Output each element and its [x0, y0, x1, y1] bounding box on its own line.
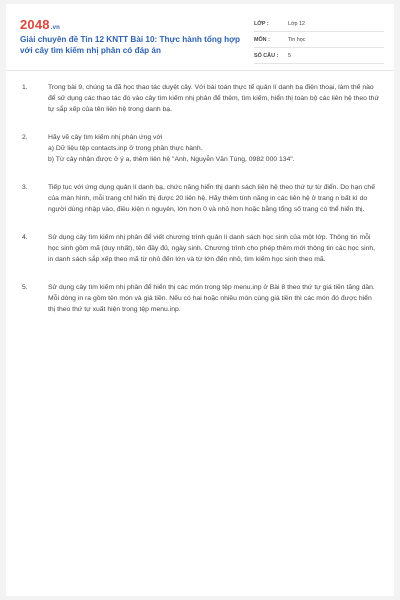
logo-suffix: .vn	[50, 25, 61, 31]
question-line: a) Dữ liệu tệp contacts.inp ở trong phần thực hành.	[48, 145, 203, 152]
question-number: 4.	[22, 234, 28, 241]
question-line: Hãy vẽ cây tìm kiếm nhị phân ứng với	[48, 134, 163, 141]
question-number: 5.	[22, 284, 28, 291]
question-line: b) Từ cây nhận được ở ý a, thêm liên hệ "Anh, Nguyễn Văn Tùng, 0982 000 134".	[48, 156, 295, 163]
meta-row-count	[254, 49, 384, 64]
document-header	[6, 4, 394, 66]
question-item	[20, 132, 380, 165]
meta-row-class	[254, 17, 384, 32]
question-list	[20, 82, 380, 332]
question-item	[20, 182, 380, 215]
meta-table	[254, 17, 384, 65]
logo-text: 2048	[20, 17, 50, 32]
meta-key: SỐ CÂU :	[254, 53, 279, 59]
question-text	[48, 182, 380, 215]
document-page	[6, 4, 394, 596]
question-line: Tiếp tục với ứng dụng quản lí danh bạ, chức năng hiển thị danh sách liên hệ theo thứ tự từ điển. Do hạn chế của màn hình, mỗi trang chỉ hiển thị được 20 liên hệ. Hãy thêm tính năng in các liên hệ ở trang n bất kì do người dùng nhập vào, điều kiện n nguyên, lớn hơn 0 và nhỏ hơn hoặc bằng tổng số trang có thể hiển thị.	[48, 184, 375, 213]
question-number: 3.	[22, 184, 28, 191]
meta-value: 5	[288, 53, 291, 59]
question-item	[20, 282, 380, 315]
meta-value: Tin học	[288, 37, 306, 43]
question-item	[20, 232, 380, 265]
question-text	[48, 282, 380, 315]
meta-key: LỚP :	[254, 21, 269, 27]
question-text	[48, 132, 380, 165]
page-title: Giải chuyên đề Tin 12 KNTT Bài 10: Thực hành tổng hợp với cây tìm kiếm nhị phân có đáp án	[20, 35, 240, 55]
question-number: 1.	[22, 84, 28, 91]
question-line: Sử dụng cây tìm kiếm nhị phân để viết chương trình quản lí danh sách học sinh của một lớp. Thông tin mỗi học sinh gồm mã (duy nhất), tên đầy đủ, ngày sinh. Chương trình cho phép thêm mới thông tin các học sinh, in danh sách sắp xếp theo mã từ nhỏ đến lớn và từ lớn đến nhỏ, tìm kiếm học sinh theo mã.	[48, 234, 376, 263]
question-line: Sử dụng cây tìm kiếm nhị phân để hiển thị các món trong tệp menu.inp ở Bài 8 theo thứ tự giá tiền tăng dần. Mỗi dòng in ra gồm tên món và giá tiền. Nếu có hai hoặc nhiều món cùng giá tiền thì các món đó được hiển thị theo thứ tự xuất hiện trong tệp menu.inp.	[48, 284, 375, 313]
question-text	[48, 82, 380, 115]
question-item	[20, 82, 380, 115]
meta-row-subject	[254, 33, 384, 48]
site-logo[interactable]	[20, 17, 60, 32]
meta-value: Lớp 12	[288, 21, 306, 27]
question-number: 2.	[22, 134, 28, 141]
question-text	[48, 232, 380, 265]
question-line: Trong bài 9, chúng ta đã học thao tác duyệt cây. Với bài toán thực tế quản lí danh bạ điện thoại, làm thế nào để sử dụng các thao tác đó vào cây tìm kiếm nhị phân để thêm, tìm kiếm, hiển thị toàn bộ các liên hệ theo thứ tự sắp xếp của tên liên hệ trong danh bạ.	[48, 84, 380, 113]
meta-key: MÔN :	[254, 37, 270, 43]
header-divider	[6, 70, 394, 71]
